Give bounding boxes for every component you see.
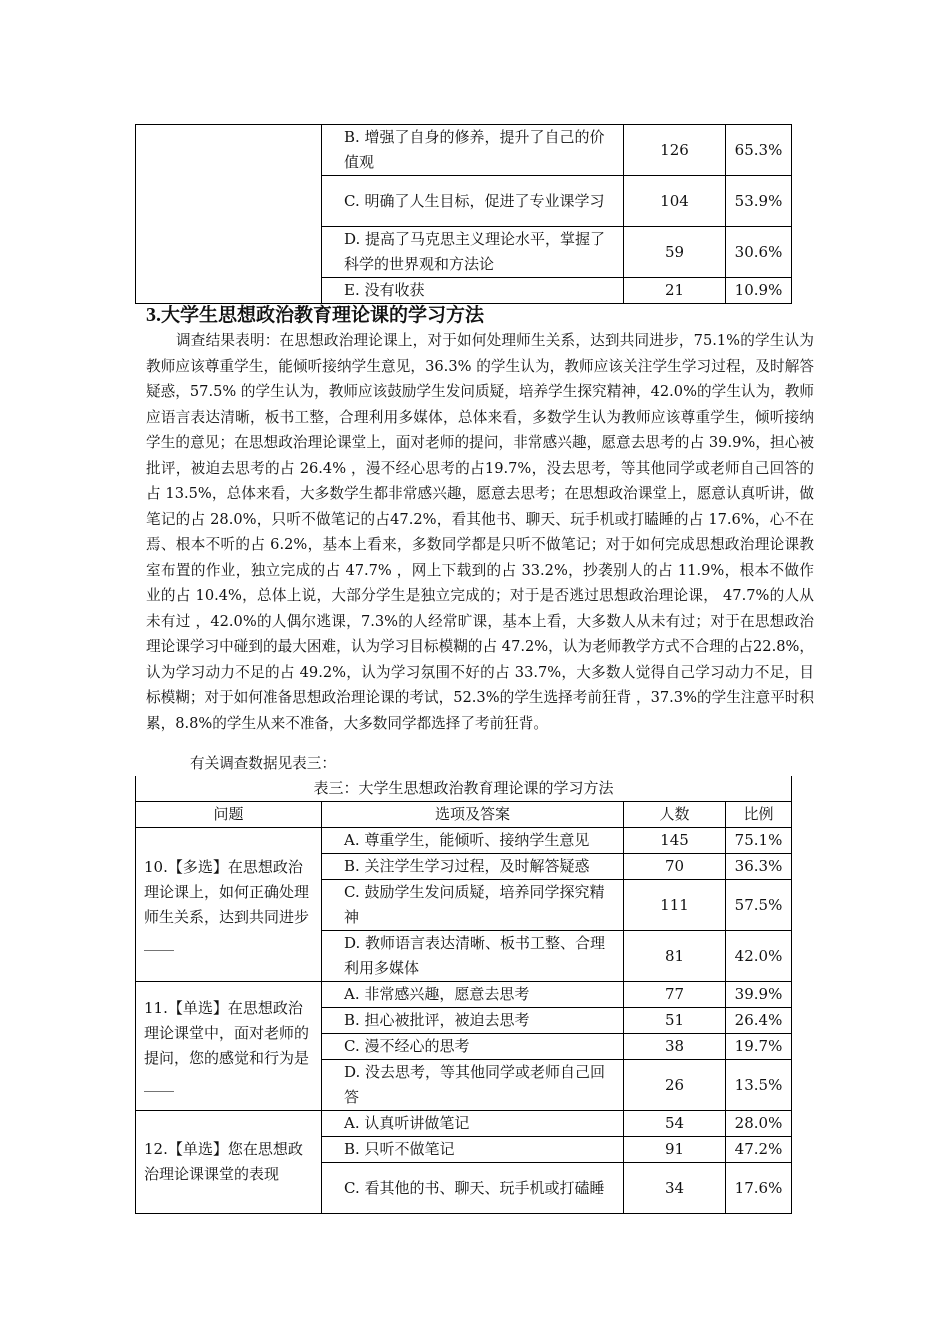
count-cell: 51 [624, 1008, 726, 1034]
survey-table-continued [135, 124, 792, 304]
percent-cell: 36.3% [726, 854, 792, 880]
body-paragraph: 调查结果表明：在思想政治理论课上，对于如何处理师生关系，达到共同进步，75.1%的学生认为教师应该尊重学生，能倾听接纳学生意见，36.3% 的学生认为，教师应该关注学生学习过程，及时解答疑惑，57.5% 的学生认为，教师应该鼓励学生发问质疑，培养学生探究精神，42.0%的学生认为，教师应语言表达清晰，板书工整，合理利用多媒体，总体来看，多数学生认为教师应该尊重学生，倾听接纳学生的意见；在思想政治理论课堂上，面对老师的提问，非常感兴趣，愿意去思考的占 39.9%，担心被批评，被迫去思考的占 26.4% ，漫不经心思考的占19.7%，没去思考，等其他同学或老师自己回答的占 13.5%，总体来看，大多数学生都非常感兴趣，愿意去思考；在思想政治课堂上，愿意认真听讲，做笔记的占 28.0%，只听不做笔记的占47.2%，看其他书、聊天、玩手机或打瞌睡的占 17.6%，心不在焉、根本不听的占 6.2%，基本上看来，多数同学都是只听不做笔记；对于如何完成思想政治理论课教室布置的作业，独立完成的占 47.7% ，网上下载到的占 33.2%，抄袭别人的占 11.9%，根本不做作业的占 10.4%，总体上说，大部分学生是独立完成的；对于是否逃过思想政治理论课， 47.7%的人从未有过 ，42.0%的人偶尔逃课，7.3%的人经常旷课，基本上看，大多数人从未有过；对于在思想政治理论课学习中碰到的最大困难，认为学习目标模糊的占 47.2%，认为老师教学方式不合理的占22.8%，认为学习动力不足的占 49.2%，认为学习氛围不好的占 33.7%，大多数人觉得自己学习动力不足，目标模糊；对于如何准备思想政治理论课的考试，52.3%的学生选择考前狂背 ，37.3%的学生注意平时积累，8.8%的学生从来不准备，大多数同学都选择了考前狂背。 [146, 332, 814, 732]
count-cell: 59 [624, 227, 726, 278]
option-cell: A. 非常感兴趣，愿意去思考 [322, 982, 624, 1008]
percent-cell: 53.9% [726, 176, 792, 227]
table-caption: 表三：大学生思想政治教育理论课的学习方法 [136, 776, 792, 802]
option-cell: C. 看其他的书、聊天、玩手机或打磕睡 [322, 1163, 624, 1214]
count-cell: 26 [624, 1060, 726, 1111]
option-cell: B. 只听不做笔记 [322, 1137, 624, 1163]
percent-cell: 65.3% [726, 125, 792, 176]
count-cell: 54 [624, 1111, 726, 1137]
percent-cell: 19.7% [726, 1034, 792, 1060]
survey-table-three [135, 776, 792, 1214]
option-cell: C. 鼓励学生发问质疑，培养同学探究精神 [322, 880, 624, 931]
count-cell: 81 [624, 931, 726, 982]
percent-cell: 10.9% [726, 278, 792, 304]
count-cell: 111 [624, 880, 726, 931]
option-cell: E. 没有收获 [322, 278, 624, 304]
section-title: 大学生思想政治教育理论课的学习方法 [161, 304, 485, 326]
option-cell: B. 关注学生学习过程，及时解答疑惑 [322, 854, 624, 880]
question-cell: 10.【多选】在思想政治理论课上，如何正确处理师生关系，达到共同进步____ [136, 828, 322, 982]
table-reference-note: 有关调查数据见表三： [190, 755, 336, 772]
percent-cell: 75.1% [726, 828, 792, 854]
count-cell: 91 [624, 1137, 726, 1163]
question-cell [136, 125, 322, 304]
option-cell: B. 增强了自身的修养，提升了自己的价值观 [322, 125, 624, 176]
question-cell: 12.【单选】您在思想政治理论课课堂的表现 [136, 1111, 322, 1214]
percent-cell: 17.6% [726, 1163, 792, 1214]
table-caption-row [136, 776, 792, 802]
table-row [136, 982, 792, 1008]
count-cell: 21 [624, 278, 726, 304]
table-row [136, 1111, 792, 1137]
count-cell: 70 [624, 854, 726, 880]
count-cell: 34 [624, 1163, 726, 1214]
option-cell: D. 没去思考，等其他同学或老师自己回答 [322, 1060, 624, 1111]
percent-cell: 47.2% [726, 1137, 792, 1163]
section-heading [146, 302, 484, 328]
header-question: 问题 [136, 802, 322, 828]
count-cell: 126 [624, 125, 726, 176]
percent-cell: 30.6% [726, 227, 792, 278]
header-count: 人数 [624, 802, 726, 828]
table-row [136, 828, 792, 854]
option-cell: D. 提高了马克思主义理论水平，掌握了科学的世界观和方法论 [322, 227, 624, 278]
count-cell: 104 [624, 176, 726, 227]
table-header-row [136, 802, 792, 828]
header-options: 选项及答案 [322, 802, 624, 828]
percent-cell: 28.0% [726, 1111, 792, 1137]
section-number: 3. [146, 304, 161, 326]
option-cell: B. 担心被批评，被迫去思考 [322, 1008, 624, 1034]
percent-cell: 13.5% [726, 1060, 792, 1111]
option-cell: C. 明确了人生目标，促进了专业课学习 [322, 176, 624, 227]
option-cell: D. 教师语言表达清晰、板书工整、合理利用多媒体 [322, 931, 624, 982]
option-cell: A. 尊重学生，能倾听、接纳学生意见 [322, 828, 624, 854]
count-cell: 77 [624, 982, 726, 1008]
percent-cell: 42.0% [726, 931, 792, 982]
table-row [136, 125, 792, 176]
option-cell: A. 认真听讲做笔记 [322, 1111, 624, 1137]
percent-cell: 57.5% [726, 880, 792, 931]
percent-cell: 26.4% [726, 1008, 792, 1034]
header-percent: 比例 [726, 802, 792, 828]
question-cell: 11.【单选】在思想政治理论课堂中，面对老师的提问，您的感觉和行为是____ [136, 982, 322, 1111]
option-cell: C. 漫不经心的思考 [322, 1034, 624, 1060]
count-cell: 38 [624, 1034, 726, 1060]
percent-cell: 39.9% [726, 982, 792, 1008]
count-cell: 145 [624, 828, 726, 854]
